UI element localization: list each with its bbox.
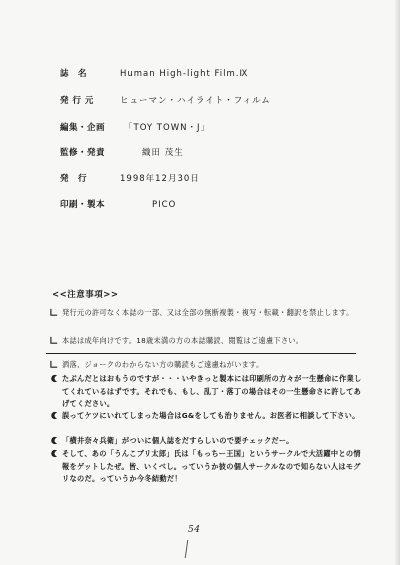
notice-item-text: 誤ってケツにいれてしまった場合はG&をしても治りません。お医者に相談して下さい。	[62, 411, 360, 420]
colophon-date-value: 1998年12月30日	[120, 174, 200, 184]
colophon-title-label: 誌 名	[60, 69, 88, 79]
notice-item-text: そして、あの「うんこブリ太郎」氏は「もっちー王国」というサークルで大活躍中との情報をゲットしたぜ。皆、いくべし。っていうか彼の個人サークルなので知らない人はモグリなのだ。っていうか今冬結動だ！	[62, 449, 361, 483]
notice-item-text: 発行元の許可なく本誌の一部、又は全部の無断複製・複写・転載・翻訳を禁止します。	[62, 308, 354, 317]
crescent-bullet-icon	[50, 436, 59, 445]
notice-item	[62, 410, 362, 423]
crescent-bullet-icon	[50, 411, 59, 420]
section-divider	[46, 353, 356, 354]
colophon-supervisor-value: 織田 茂生	[142, 148, 184, 158]
page-edge-shadow	[394, 0, 400, 565]
colophon-printer-label: 印刷・製本	[60, 200, 106, 210]
notice-item	[62, 335, 362, 348]
corner-bracket-icon	[50, 336, 59, 345]
colophon-printer-value: PICO	[152, 200, 177, 210]
colophon-date-label: 発 行	[60, 174, 88, 184]
notice-item	[62, 359, 362, 372]
crescent-bullet-icon	[50, 449, 59, 458]
colophon-title-value: Human High-light Film.Ⅸ	[120, 69, 249, 79]
colophon-publisher-value: ヒューマン・ハイライト・フィルム	[120, 96, 271, 106]
colophon-supervisor-label: 監修・発責	[60, 148, 106, 158]
notice-item	[62, 448, 362, 486]
notice-item	[62, 307, 362, 320]
colophon-editor-label: 編集・企画	[60, 123, 106, 133]
notice-item-text: 洒落、ジョークのわからない方の購読もご遠慮ねがいます。	[62, 360, 264, 369]
notice-item-text: 本誌は成年向けです。18歳未満の方の本誌購読、閲覧はご遠慮下さい。	[62, 336, 304, 345]
notice-item-text: 「横井奈々兵衛」がついに個人誌をだすらしいので要チェックだー。	[62, 436, 294, 445]
colophon-publisher-label: 発 行 元	[60, 96, 94, 106]
corner-bracket-icon	[50, 360, 59, 369]
page-number: 54	[188, 525, 201, 535]
crescent-bullet-icon	[50, 374, 59, 383]
notice-item	[62, 435, 362, 448]
notice-item	[62, 373, 362, 411]
notice-header: <<注意事項>>	[52, 290, 119, 300]
notice-item-text: たぶんだとはおもうのですが・・・いやきっと製本には印刷所の方々が一生懸命に作業してくれているはずです。それでも、もし、乱丁・落丁の場合はその一生懸命さに許してあげてください。	[62, 374, 362, 408]
corner-bracket-icon	[50, 308, 59, 317]
pencil-stroke-mark	[185, 540, 195, 558]
colophon-editor-value: 「TOY TOWN・J」	[124, 123, 210, 133]
